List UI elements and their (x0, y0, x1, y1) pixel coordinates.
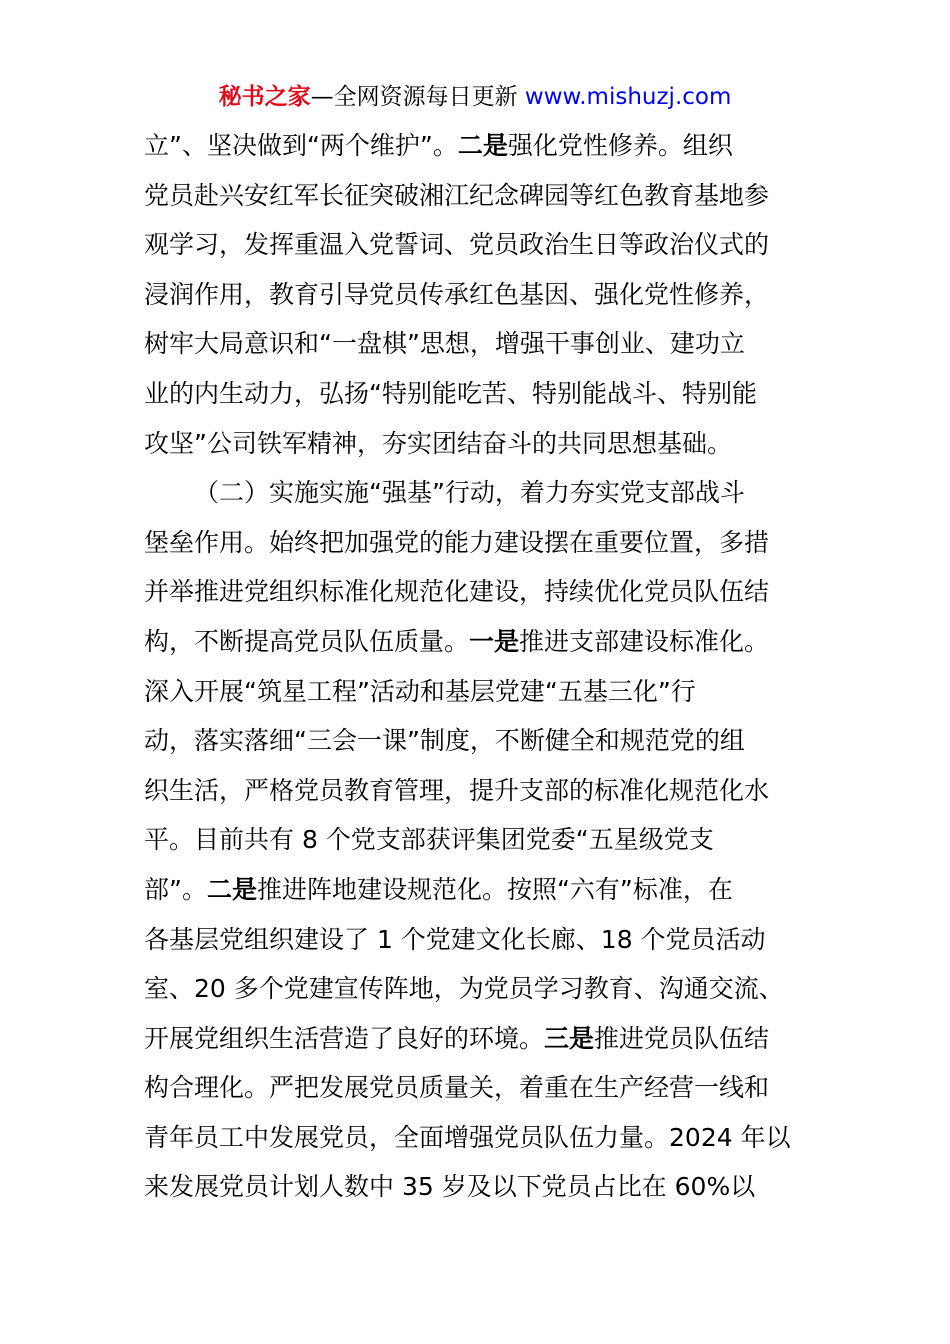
text-run: 深入开展“筑星工程”活动和基层党建“五基三化”行 (144, 676, 696, 706)
text-line (144, 622, 814, 672)
text-run: 推进党员队伍结 (594, 1023, 770, 1053)
bold-lead-phrase: 三是 (544, 1023, 595, 1053)
header-tagline: —全网资源每日更新 (310, 84, 525, 110)
text-line (144, 572, 814, 622)
text-line (144, 176, 814, 226)
text-run: 堡垒作用。始终把加强党的能力建设摆在重要位置，多措 (144, 527, 770, 557)
bold-lead-phrase: 二是 (457, 131, 508, 160)
text-line (144, 969, 814, 1019)
text-line (144, 870, 814, 920)
text-line (144, 721, 814, 771)
bold-lead-phrase: 二是 (206, 874, 257, 904)
text-run: 开展党组织生活营造了良好的环境。 (144, 1023, 545, 1053)
text-line (144, 1019, 814, 1069)
text-line (144, 523, 814, 573)
text-line (144, 1118, 814, 1168)
text-line (144, 1068, 814, 1118)
text-line (144, 672, 814, 722)
text-run: 织生活，严格党员教育管理，提升支部的标准化规范化水 (144, 775, 770, 805)
text-run: 动，落实落细“三会一课”制度，不断健全和规范党的组 (144, 726, 745, 756)
text-run: 推进支部建设标准化。 (519, 626, 770, 656)
text-line (144, 473, 814, 523)
text-run: 攻坚”公司铁军精神，夯实团结奋斗的共同思想基础。 (144, 428, 732, 458)
header-url-link[interactable]: www.mishuzj.com (524, 84, 732, 110)
text-run: 室、20 多个党建宣传阵地，为党员学习教育、沟通交流、 (144, 974, 784, 1004)
text-line (144, 324, 814, 374)
text-run: 立”、坚决做到“两个维护”。 (144, 131, 458, 160)
text-line (144, 126, 814, 176)
text-run: 青年员工中发展党员，全面增强党员队伍力量。2024 年以 (144, 1122, 791, 1152)
text-run: 构，不断提高党员队伍质量。 (144, 626, 470, 656)
page-header (0, 80, 950, 114)
text-run: 部”。 (144, 874, 207, 904)
text-run: 构合理化。严把发展党员质量关，着重在生产经营一线和 (144, 1073, 770, 1103)
text-line (144, 225, 814, 275)
text-run: 党员赴兴安红军长征突破湘江纪念碑园等红色教育基地参 (144, 180, 770, 210)
text-run: 观学习，发挥重温入党誓词、党员政治生日等政治仪式的 (144, 230, 770, 260)
text-run: 各基层党组织建设了 1 个党建文化长廊、18 个党员活动 (144, 924, 766, 954)
text-line (144, 424, 814, 474)
text-run: 强化党性修养。组织 (507, 131, 733, 160)
text-run: 并举推进党组织标准化规范化建设，持续优化党员队伍结 (144, 577, 770, 607)
text-run: 推进阵地建设规范化。按照“六有”标准，在 (256, 874, 733, 904)
text-line (144, 275, 814, 325)
text-run: 来发展党员计划人数中 35 岁及以下党员占比在 60%以 (144, 1172, 756, 1202)
text-line (144, 1167, 814, 1217)
text-line (144, 920, 814, 970)
text-run: 浸润作用，教育引导党员传承红色基因、强化党性修养， (144, 279, 770, 309)
text-run: 平。目前共有 8 个党支部获评集团党委“五星级党支 (144, 825, 714, 855)
brand-name: 秘书之家 (218, 84, 311, 110)
text-line (144, 820, 814, 870)
text-run: （二）实施实施“强基”行动，着力夯实党支部战斗 (194, 478, 745, 508)
bold-lead-phrase: 一是 (469, 626, 520, 656)
document-body (144, 126, 814, 1217)
text-line (144, 374, 814, 424)
text-run: 树牢大局意识和“一盘棋”思想，增强干事创业、建功立 (144, 329, 745, 359)
text-run: 业的内生动力，弘扬“特别能吃苦、特别能战斗、特别能 (144, 378, 757, 408)
text-line (144, 771, 814, 821)
